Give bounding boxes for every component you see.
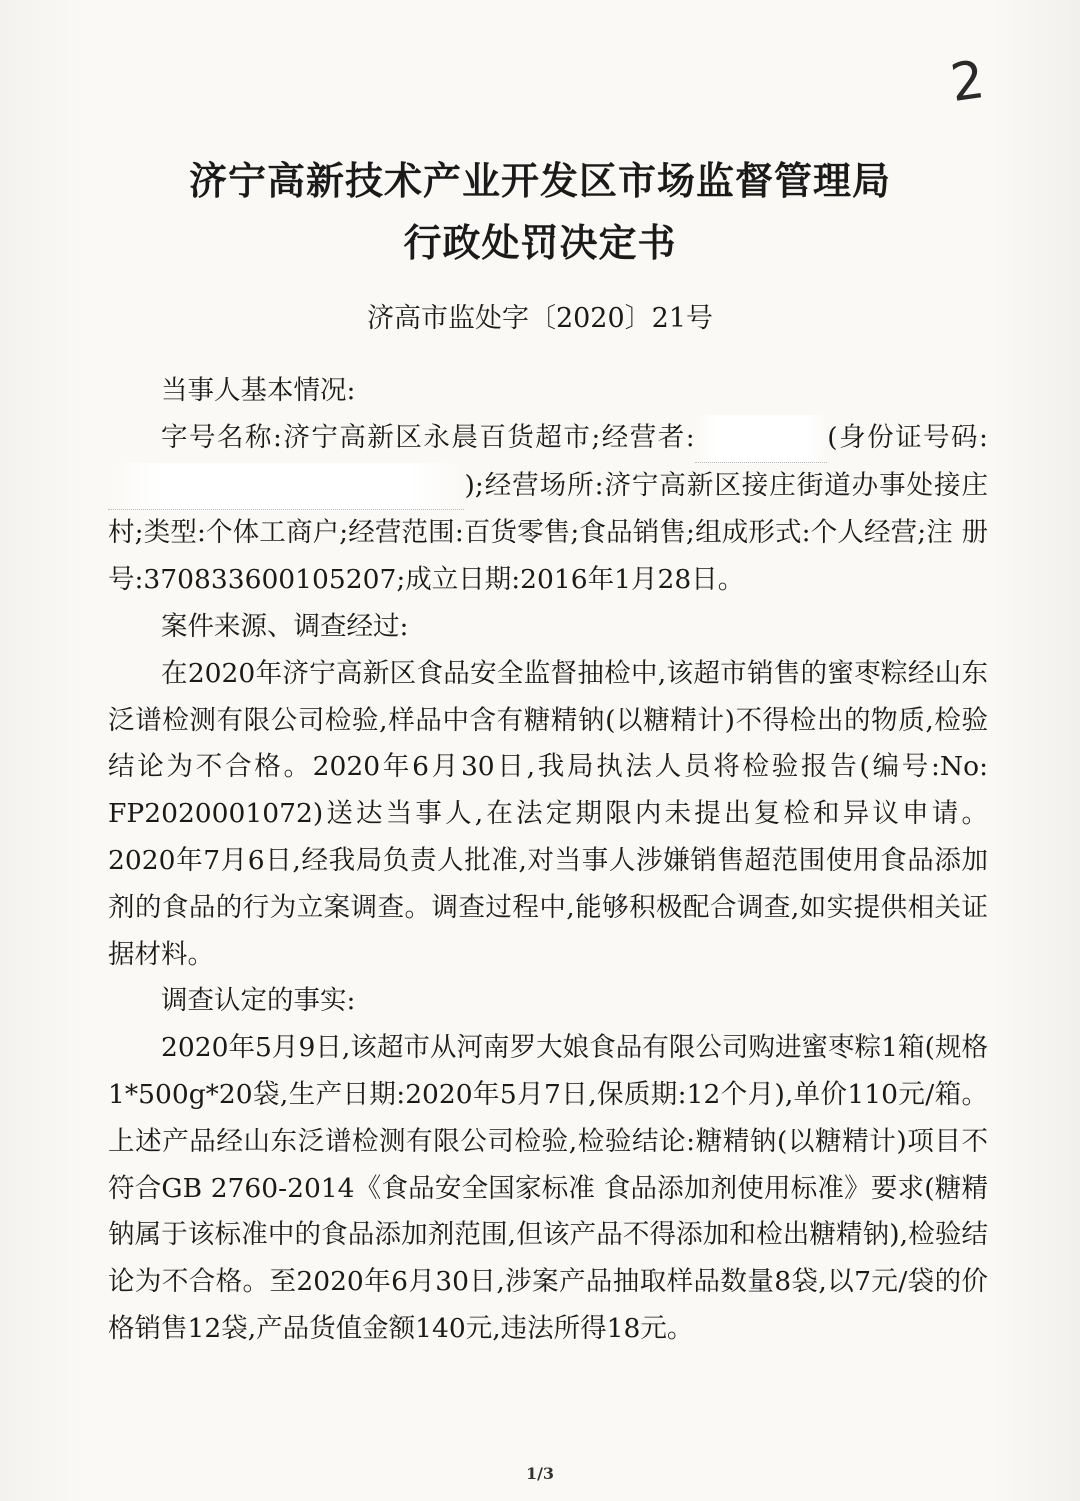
redacted-operator-name bbox=[695, 415, 828, 463]
facts-heading: 调查认定的事实: bbox=[161, 985, 356, 1017]
document-body bbox=[108, 368, 988, 1353]
party-info-paragraph bbox=[108, 415, 988, 604]
party-info-text-1: 字号名称:济宁高新区永晨百货超市;经营者: bbox=[161, 421, 695, 453]
party-info-text-3: );经营场所:济宁高新区接庄街道办事处接庄村;类型:个体工商户;经营范围:百货零售;食品销售;组成形式:个人经营;注 册 号:370833600105207;成立日期:2016年1月28日。 bbox=[108, 469, 988, 596]
redacted-id-number bbox=[108, 463, 464, 511]
issuing-authority-title: 济宁高新技术产业开发区市场监督管理局 bbox=[188, 159, 891, 203]
facts-paragraph: 2020年5月9日,该超市从河南罗大娘食品有限公司购进蜜枣粽1箱(规格1*500g*20袋,生产日期:2020年5月7日,保质期:12个月),单价110元/箱。上述产品经山东泛谱检测有限公司检验,检验结论:糖精钠(以糖精计)项目不符合GB 2760-2014《食品安全国家标准 食品添加剂使用标准》要求(糖精钠属于该标准中的食品添加剂范围,但该产品不得添加和检出糖精钠),检验结论为不合格。至2020年6月30日,涉案产品抽取样品数量8袋,以7元/袋的价格销售12袋,产品货值金额140元,违法所得18元。 bbox=[108, 1032, 988, 1344]
case-source-heading: 案件来源、调查经过: bbox=[161, 610, 409, 642]
party-info-text-2: (身份证号码: bbox=[827, 421, 988, 453]
party-info-heading: 当事人基本情况: bbox=[161, 375, 356, 406]
handwritten-page-mark: 2 bbox=[946, 49, 989, 115]
document-number: 济高市监处字〔2020〕21号 bbox=[366, 303, 714, 334]
page-number: 1/3 bbox=[525, 1464, 555, 1483]
case-source-paragraph: 在2020年济宁高新区食品安全监督抽检中,该超市销售的蜜枣粽经山东泛谱检测有限公司检验,样品中含有糖精钠(以糖精计)不得检出的物质,检验结论为不合格。2020年6月30日,我局执法人员将检验报告(编号:No: FP2020001072)送达当事人,在法定期限内未提出复检和异议申请。 2020年7月6日,经我局负责人批准,对当事人涉嫌销售超范围使用食品添加剂的食品的行为立案调查。调查过程中,能够积极配合调查,如实提供相关证据材料。 bbox=[108, 657, 988, 970]
document-type-title: 行政处罚决定书 bbox=[403, 221, 677, 265]
